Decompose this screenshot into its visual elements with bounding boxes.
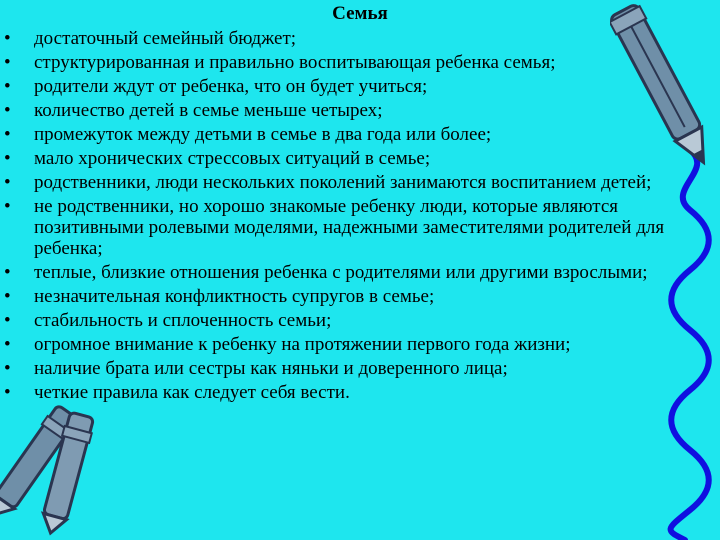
bullet-icon: • [4, 172, 11, 193]
slide-title: Семья [332, 3, 388, 24]
bullet-icon: • [4, 286, 11, 307]
list-item: • не родственники, но хорошо знакомые ребенку люди, которые являются позитивными ролевыми моделями, надежными заместителями родителей для ребенка; [4, 196, 665, 259]
list-item: • теплые, близкие отношения ребенка с родителями или другими взрослыми; [4, 262, 648, 283]
bullet-icon: • [4, 28, 11, 49]
bullet-icon: • [4, 124, 11, 145]
list-item: • количество детей в семье меньше четырех; [4, 100, 383, 121]
list-item: • достаточный семейный бюджет; [4, 28, 297, 49]
bullet-icon: • [4, 262, 11, 283]
list-item: • огромное внимание к ребенку на протяжении первого года жизни; [4, 334, 571, 355]
bullet-icon: • [4, 196, 11, 217]
bullet-icon: • [4, 334, 11, 355]
bullet-icon: • [4, 100, 11, 121]
bullet-icon: • [4, 310, 11, 331]
bullet-list [0, 28, 700, 406]
list-item: • структурированная и правильно воспитывающая ребенка семья; [4, 52, 556, 73]
list-item: • мало хронических стрессовых ситуаций в семье; [4, 148, 431, 169]
list-item: • незначительная конфликтность супругов в семье; [4, 286, 435, 307]
crayons-icon [0, 400, 110, 540]
list-item: • стабильность и сплоченность семьи; [4, 310, 332, 331]
list-item: • промежуток между детьми в семье в два года или более; [4, 124, 492, 145]
bullet-icon: • [4, 76, 11, 97]
list-item: • четкие правила как следует себя вести. [4, 382, 350, 403]
list-item: • наличие брата или сестры как няньки и доверенного лица; [4, 358, 508, 379]
bullet-icon: • [4, 148, 11, 169]
bullet-icon: • [4, 358, 11, 379]
list-item: • родственники, люди нескольких поколений занимаются воспитанием детей; [4, 172, 652, 193]
list-item: • родители ждут от ребенка, что он будет учиться; [4, 76, 428, 97]
bullet-icon: • [4, 382, 11, 403]
bullet-icon: • [4, 52, 11, 73]
